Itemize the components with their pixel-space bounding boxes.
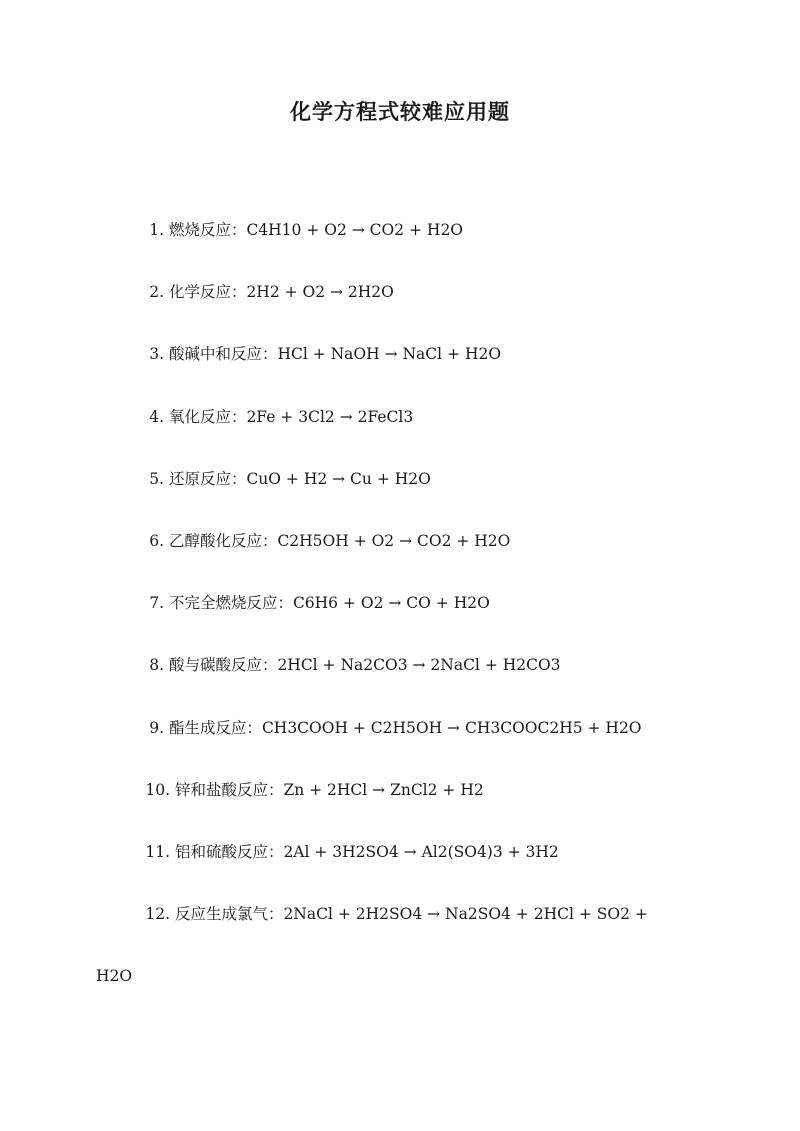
list-item <box>0 587 800 649</box>
page-title: 化学方程式较难应用题 <box>290 99 510 124</box>
item-text: 酸与碳酸反应：2HCl + Na2CO3 → 2NaCl + H2CO3 <box>168 656 561 675</box>
item-number: 8. <box>149 656 164 675</box>
item-number: 11. <box>145 842 170 861</box>
list-item <box>0 712 800 774</box>
item-text: 酯生成反应：CH3COOH + C2H5OH → CH3COOC2H5 + H2O <box>168 718 642 737</box>
item-text-continuation: H2O <box>96 967 133 986</box>
item-text: 锌和盐酸反应：Zn + 2HCl → ZnCl2 + H2 <box>174 780 484 799</box>
equation-list <box>0 214 800 992</box>
item-number: 1. <box>149 221 164 239</box>
list-item <box>0 463 800 525</box>
item-text: 反应生成氯气：2NaCl + 2H2SO4 → Na2SO4 + 2HCl + SO2 + <box>174 905 648 924</box>
list-item <box>0 649 800 711</box>
item-number: 2. <box>149 283 164 302</box>
list-item <box>0 898 800 992</box>
item-text: 氧化反应：2Fe + 3Cl2 → 2FeCl3 <box>168 407 414 426</box>
item-number: 12. <box>145 905 170 924</box>
item-text: 还原反应：CuO + H2 → Cu + H2O <box>168 469 431 488</box>
item-text: 乙醇酸化反应：C2H5OH + O2 → CO2 + H2O <box>168 531 511 550</box>
list-item <box>0 214 800 276</box>
item-number: 10. <box>145 780 170 799</box>
item-text: 铝和硫酸反应：2Al + 3H2SO4 → Al2(SO4)3 + 3H2 <box>174 842 559 861</box>
list-item <box>0 836 800 898</box>
item-number: 7. <box>149 594 164 613</box>
item-number: 5. <box>149 469 164 488</box>
list-item <box>0 338 800 400</box>
item-number: 3. <box>149 345 164 364</box>
list-item <box>0 401 800 463</box>
item-text: 化学反应：2H2 + O2 → 2H2O <box>168 283 394 302</box>
item-text: 燃烧反应：C4H10 + O2 → CO2 + H2O <box>168 221 464 239</box>
item-text: 酸碱中和反应：HCl + NaOH → NaCl + H2O <box>168 345 502 364</box>
list-item <box>0 525 800 587</box>
list-item <box>0 276 800 338</box>
item-number: 9. <box>149 718 164 737</box>
item-number: 6. <box>149 531 164 550</box>
list-item <box>0 774 800 836</box>
item-text: 不完全燃烧反应：C6H6 + O2 → CO + H2O <box>168 594 490 613</box>
item-number: 4. <box>149 407 164 426</box>
